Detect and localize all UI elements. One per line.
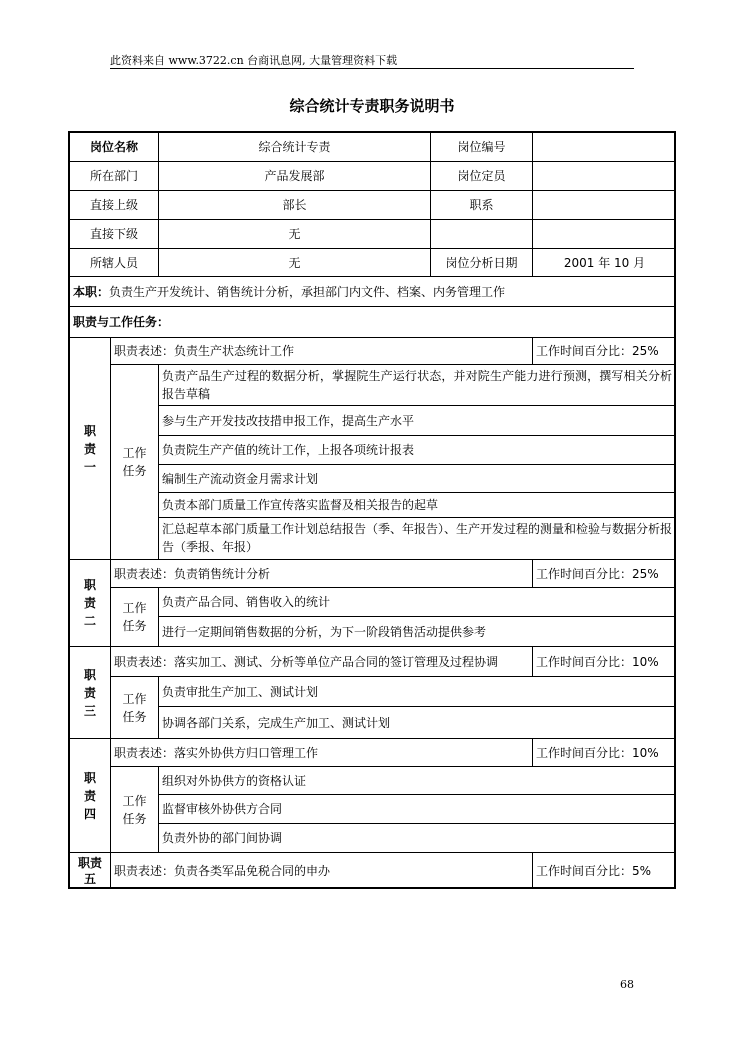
quota-label: 岗位定员 [431,162,533,191]
page-number: 68 [620,978,634,991]
duty-1-task-2: 参与生产开发技改技措申报工作，提高生产水平 [159,406,676,436]
duty-2-time: 工作时间百分比：25% [533,560,676,588]
duty-1-time: 工作时间百分比：25% [533,338,676,365]
duty-2-statement: 职责表述：负责销售统计分析 [111,560,533,588]
duty-4-task-2: 监督审核外协供方合同 [159,795,676,824]
subordinate-value: 无 [159,220,431,249]
managed-label: 所辖人员 [70,249,159,277]
position-id-value [533,133,676,162]
superior-value: 部长 [159,191,431,220]
duty-5-name: 职责 五 [70,853,111,889]
duty-1-name: 职 责 一 [70,338,111,560]
department-label: 所在部门 [70,162,159,191]
duty-5-statement: 职责表述：负责各类军品免税合同的申办 [111,853,533,889]
duty-2-name: 职 责 二 [70,560,111,647]
duty-5-time: 工作时间百分比：5% [536,864,652,878]
duty-3-task-label: 工作 任务 [111,677,159,739]
duty-4-statement: 职责表述：落实外协供方归口管理工作 [111,739,533,767]
position-name-label: 岗位名称 [70,133,159,162]
page-header: 此资料来自 www.3722.cn 台商讯息网, 大量管理资料下载 [110,54,398,67]
grade-label: 职系 [431,191,533,220]
job-summary [70,277,676,307]
blank-label-cell [431,220,533,249]
duty-4-time: 工作时间百分比：10% [533,739,676,767]
duty-2-task-2: 进行一定期间销售数据的分析，为下一阶段销售活动提供参考 [159,617,676,647]
duty-4-name: 职 责 四 [70,739,111,853]
analysis-date-value: 2001 年 10 月 [533,249,676,277]
managed-value: 无 [159,249,431,277]
duty-1-statement: 职责表述：负责生产状态统计工作 [111,338,533,365]
superior-label: 直接上级 [70,191,159,220]
duty-3-statement: 职责表述：落实加工、测试、分析等单位产品合同的签订管理及过程协调 [111,647,533,677]
duty-3-task-2: 协调各部门关系，完成生产加工、测试计划 [159,707,676,739]
duty-3-time: 工作时间百分比：10% [533,647,676,677]
duty-1-task-6: 汇总起草本部门质量工作计划总结报告（季、年报告）、生产开发过程的测量和检验与数据分析报告（季报、年报） [159,518,676,560]
duty-2-task-1: 负责产品合同、销售收入的统计 [159,588,676,617]
subordinate-label: 直接下级 [70,220,159,249]
duty-4-task-1: 组织对外协供方的资格认证 [159,767,676,795]
job-description-table [68,131,676,889]
duty-1-task-3: 负责院生产产值的统计工作，上报各项统计报表 [159,436,676,465]
duties-heading: 职责与工作任务： [70,307,676,338]
duty-2-task-label: 工作 任务 [111,588,159,647]
analysis-date-label: 岗位分析日期 [431,249,533,277]
grade-value [533,191,676,220]
duty-3-task-1: 负责审批生产加工、测试计划 [159,677,676,707]
job-summary-label: 本职： [73,284,110,299]
job-summary-text: 负责生产开发统计、销售统计分析，承担部门内文件、档案、内务管理工作 [109,284,506,299]
department-value: 产品发展部 [159,162,431,191]
quota-value [533,162,676,191]
duty-1-task-5: 负责本部门质量工作宣传落实监督及相关报告的起草 [159,493,676,518]
duty-1-task-4: 编制生产流动资金月需求计划 [159,465,676,493]
position-id-label: 岗位编号 [431,133,533,162]
position-name-value: 综合统计专责 [159,133,431,162]
duty-4-task-3: 负责外协的部门间协调 [159,824,676,853]
duty-1-task-1: 负责产品生产过程的数据分析，掌握院生产运行状态，并对院生产能力进行预测，撰写相关分析报告草稿 [159,365,676,406]
document-title: 综合统计专责职务说明书 [289,97,455,115]
header-rule [110,68,634,69]
duty-1-task-label: 工作 任务 [111,365,159,560]
duty-4-task-label: 工作 任务 [111,767,159,853]
blank-value-cell [533,220,676,249]
duty-3-name: 职 责 三 [70,647,111,739]
